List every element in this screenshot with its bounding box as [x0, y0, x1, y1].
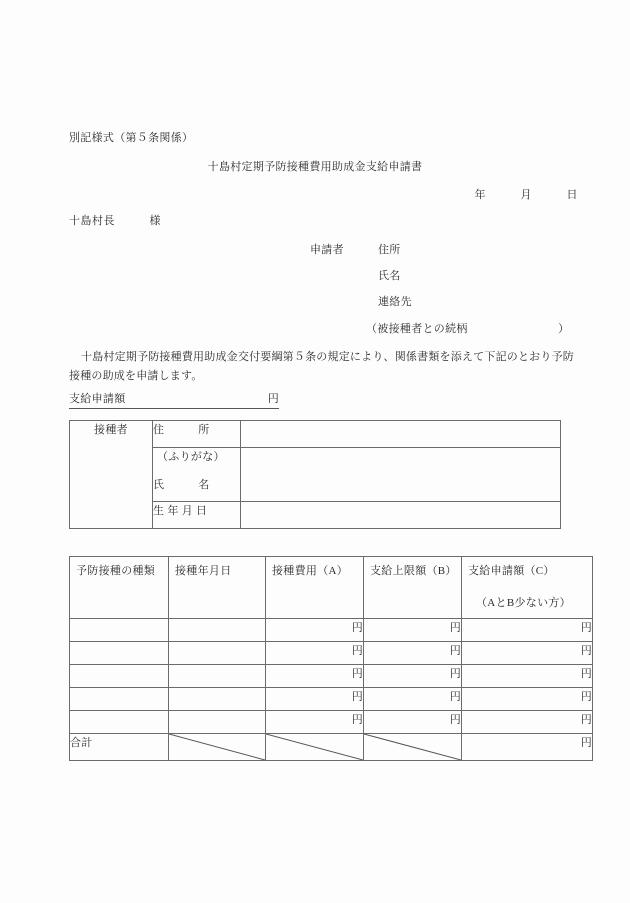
cell-vaccination-date[interactable] — [169, 688, 266, 711]
total-cost-struck — [266, 734, 364, 761]
cell-limit-b[interactable]: 円 — [364, 711, 462, 734]
table-row — [70, 711, 593, 734]
vaccinee-info-table — [69, 420, 561, 529]
total-limit-struck — [364, 734, 462, 761]
table-header-row — [70, 557, 593, 619]
document-title: 十島村定期予防接種費用助成金支給申請書 — [207, 161, 423, 173]
cell-limit-b[interactable]: 円 — [364, 665, 462, 688]
cell-vaccine-type[interactable] — [70, 642, 169, 665]
cell-claim-c[interactable]: 円 — [462, 711, 593, 734]
vaccinee-name-value[interactable] — [241, 448, 561, 502]
cell-claim-c[interactable]: 円 — [462, 642, 593, 665]
col-header-claim-c-line1: 支給申請額（C） — [468, 565, 555, 577]
cell-vaccine-type[interactable] — [70, 619, 169, 642]
claim-amount-label: 支給申請額 — [69, 393, 126, 405]
vaccinee-furigana-label: （ふりがな） — [157, 451, 225, 463]
col-header-cost-a: 接種費用（A） — [266, 557, 364, 619]
cell-vaccine-type[interactable] — [70, 665, 169, 688]
cell-limit-b[interactable]: 円 — [364, 688, 462, 711]
vaccinee-row-label: 接種者 — [70, 421, 153, 529]
cell-cost-a[interactable]: 円 — [266, 665, 364, 688]
table-row — [70, 619, 593, 642]
date-line: 年 月 日 — [474, 189, 578, 201]
table-row — [70, 688, 593, 711]
cell-claim-c[interactable]: 円 — [462, 665, 593, 688]
applicant-relation-label: （被接種者との続柄 ） — [366, 323, 570, 335]
table-row — [70, 665, 593, 688]
total-date-struck — [169, 734, 266, 761]
vaccinee-birthdate-value[interactable] — [241, 502, 561, 529]
vaccinee-name-label — [153, 448, 241, 502]
cell-claim-c[interactable]: 円 — [462, 688, 593, 711]
total-label: 合計 — [70, 734, 169, 761]
vaccination-detail-table — [69, 556, 593, 761]
applicant-label: 申請者 — [310, 244, 344, 256]
table-row — [70, 642, 593, 665]
cell-limit-b[interactable]: 円 — [364, 619, 462, 642]
total-claim-value[interactable]: 円 — [462, 734, 593, 761]
cell-vaccination-date[interactable] — [169, 642, 266, 665]
applicant-contact-label: 連絡先 — [378, 296, 412, 308]
addressee-line: 十島村長 様 — [69, 215, 161, 227]
claim-amount-unit: 円 — [267, 393, 279, 405]
claim-amount-line — [69, 390, 279, 409]
cell-vaccination-date[interactable] — [169, 665, 266, 688]
diagonal-strike-icon — [169, 734, 265, 760]
vaccinee-name-text: 氏 名 — [153, 479, 210, 491]
form-code-label: 別記様式（第５条関係） — [69, 132, 194, 144]
vaccinee-address-label: 住 所 — [153, 421, 241, 448]
diagonal-strike-icon — [266, 734, 363, 760]
cell-vaccination-date[interactable] — [169, 619, 266, 642]
col-header-vaccination-date: 接種年月日 — [169, 557, 266, 619]
col-header-limit-b: 支給上限額（B） — [364, 557, 462, 619]
cell-cost-a[interactable]: 円 — [266, 688, 364, 711]
applicant-address-label: 住所 — [378, 244, 401, 256]
cell-cost-a[interactable]: 円 — [266, 711, 364, 734]
col-header-claim-c — [462, 557, 593, 619]
cell-claim-c[interactable]: 円 — [462, 619, 593, 642]
table-total-row — [70, 734, 593, 761]
cell-vaccine-type[interactable] — [70, 711, 169, 734]
col-header-vaccine-type: 予防接種の種類 — [70, 557, 169, 619]
cell-vaccination-date[interactable] — [169, 711, 266, 734]
body-paragraph: 十島村定期予防接種費用助成金交付要綱第５条の規定により、関係書類を添えて下記のとおり予防接種の助成を申請します。 — [69, 351, 574, 383]
vaccinee-birthdate-label: 生 年 月 日 — [153, 502, 241, 529]
cell-cost-a[interactable]: 円 — [266, 619, 364, 642]
cell-vaccine-type[interactable] — [70, 688, 169, 711]
cell-cost-a[interactable]: 円 — [266, 642, 364, 665]
vaccinee-address-value[interactable] — [241, 421, 561, 448]
table-row — [70, 421, 561, 448]
diagonal-strike-icon — [364, 734, 461, 760]
cell-limit-b[interactable]: 円 — [364, 642, 462, 665]
col-header-claim-c-line2: （AとB少ない方） — [476, 597, 571, 609]
applicant-name-label: 氏名 — [378, 270, 401, 282]
